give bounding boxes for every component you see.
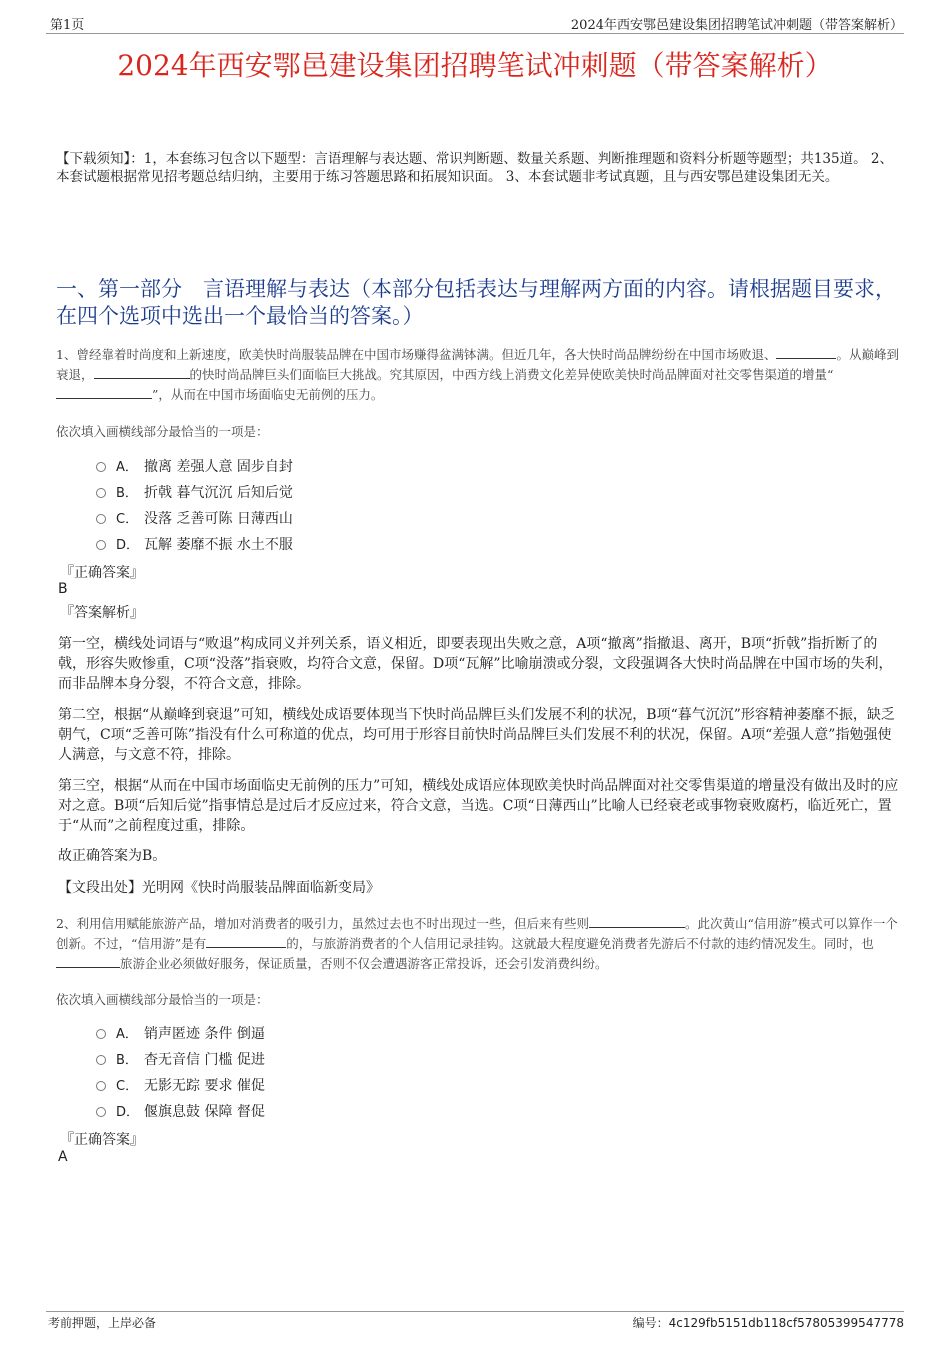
- question-1-prompt: 依次填入画横线部分最恰当的一项是：: [56, 424, 269, 439]
- fill-blank-1: [776, 346, 836, 359]
- option-text: 销声匿迹 条件 倒逼: [144, 1026, 265, 1042]
- option-text: 撤离 差强人意 固步自封: [144, 459, 293, 475]
- question-2-text-4: 旅游企业必须做好服务，保证质量，否则不仅会遭遇游客正常投诉，还会引发消费纠纷。: [120, 956, 608, 971]
- fill-blank-2: [94, 366, 190, 379]
- question-1-option-a[interactable]: [96, 456, 293, 476]
- option-key: A．: [116, 1027, 138, 1042]
- option-text: 杳无音信 门槛 促进: [144, 1052, 265, 1068]
- header-page-number: 第1页: [50, 18, 85, 33]
- question-1-text-3: 的快时尚品牌巨头们面临巨大挑战。究其原因，中西方线上消费文化差异使欧美快时尚品牌面对社交零售渠道的增量“: [189, 367, 834, 382]
- footer-slogan: 考前押题，上岸必备: [48, 1316, 157, 1330]
- option-key: A．: [116, 460, 138, 475]
- download-notice: 【下载须知】：1，本套练习包含以下题型：言语理解与表达题、常识判断题、数量关系题、判断推理题和资料分析题等题型；共135道。 2、本套试题根据常见招考题总结归纳，主要用于练习答题思路和拓展知识面。 3、本套试题非考试真题，且与西安鄂邑建设集团无关。: [56, 151, 893, 185]
- question-1-answer: B: [58, 581, 68, 597]
- header-divider: [46, 33, 904, 34]
- footer-code: 4c129fb5151db118cf57805399547778: [668, 1316, 904, 1330]
- radio-icon[interactable]: [96, 1055, 106, 1065]
- question-1-analysis-2: 第二空，根据“从巅峰到衰退”可知，横线处成语要体现当下快时尚品牌巨头们发展不利的状况，B项“暮气沉沉”形容精神萎靡不振，缺乏朝气，C项“乏善可陈”指没有什么可称道的优点，均可用于形容目前快时尚品牌巨头们发展不利的状况，保留。A项“差强人意”指勉强使人满意，与文意不符，排除。: [58, 707, 895, 763]
- option-text: 折戟 暮气沉沉 后知后觉: [144, 485, 293, 501]
- question-1-text-2: 。从巅峰到衰退，: [56, 347, 899, 382]
- question-1-analysis-label: 『答案解析』: [60, 605, 144, 621]
- radio-icon[interactable]: [96, 462, 106, 472]
- question-2-answer-label: 『正确答案』: [60, 1132, 144, 1148]
- radio-icon[interactable]: [96, 1029, 106, 1039]
- question-2-text-2: 。此次黄山“信用游”模式可以算作一个创新。不过，“信用游”是有: [56, 916, 898, 951]
- fill-blank-2: [206, 935, 286, 948]
- option-text: 偃旗息鼓 保障 督促: [144, 1104, 265, 1120]
- question-1-option-c[interactable]: [96, 508, 293, 528]
- header-doc-title: 2024年西安鄂邑建设集团招聘笔试冲刺题（带答案解析）: [570, 18, 903, 33]
- option-key: D．: [116, 1105, 140, 1120]
- option-text: 无影无踪 要求 催促: [144, 1078, 265, 1094]
- page-title: 2024年西安鄂邑建设集团招聘笔试冲刺题（带答案解析）: [117, 49, 833, 82]
- question-1-text-4: ”，从而在中国市场面临史无前例的压力。: [152, 387, 384, 402]
- option-key: C．: [116, 512, 139, 527]
- question-1-source: 【文段出处】光明网《快时尚服装品牌面临新变局》: [58, 880, 380, 896]
- radio-icon[interactable]: [96, 514, 106, 524]
- option-text: 没落 乏善可陈 日薄西山: [144, 511, 293, 527]
- radio-icon[interactable]: [96, 1081, 106, 1091]
- question-1-conclusion: 故正确答案为B。: [58, 848, 167, 864]
- question-1-text-1: 1、曾经靠着时尚度和上新速度，欧美快时尚服装品牌在中国市场赚得盆满钵满。但近几年，各大快时尚品牌纷纷在中国市场败退、: [56, 347, 777, 362]
- question-2-answer: A: [58, 1149, 68, 1165]
- question-2-option-d[interactable]: [96, 1101, 265, 1121]
- footer-document-id: [633, 1314, 904, 1331]
- question-1-analysis-3: 第三空，根据“从而在中国市场面临史无前例的压力”可知，横线处成语应体现欧美快时尚品牌面对社交零售渠道的增量没有做出及时的应对之意。B项“后知后觉”指事情总是过后才反应过来，符合文意，当选。C项“日薄西山”比喻人已经衰老或事物衰败腐朽，临近死亡，置于“从而”之前程度过重，排除。: [58, 778, 899, 834]
- question-2-stem: [56, 914, 902, 974]
- question-2-text-3: 的，与旅游消费者的个人信用记录挂钩。这就最大程度避免消费者先游后不付款的违约情况发生。同时，也: [286, 936, 874, 951]
- question-1-option-b[interactable]: [96, 482, 293, 502]
- question-2-prompt: 依次填入画横线部分最恰当的一项是：: [56, 992, 269, 1007]
- fill-blank-3: [56, 955, 120, 968]
- question-2-option-c[interactable]: [96, 1075, 265, 1095]
- question-2-text-1: 2、利用信用赋能旅游产品，增加对消费者的吸引力，虽然过去也不时出现过一些，但后来有些则: [56, 916, 589, 931]
- radio-icon[interactable]: [96, 488, 106, 498]
- question-1-option-d[interactable]: [96, 534, 293, 554]
- option-key: D．: [116, 538, 140, 553]
- question-2-option-a[interactable]: [96, 1023, 265, 1043]
- footer-code-label: 编号：: [632, 1316, 669, 1330]
- question-1-analysis-1: 第一空，横线处词语与“败退”构成同义并列关系，语义相近，即要表现出失败之意，A项“撤离”指撤退、离开，B项“折戟”指折断了的戟，形容失败惨重，C项“没落”指衰败，均符合文意，保留。D项“瓦解”比喻崩溃或分裂，文段强调各大快时尚品牌在中国市场的失利，而非品牌本身分裂，不符合文意，排除。: [58, 636, 893, 692]
- question-1-answer-label: 『正确答案』: [60, 565, 144, 581]
- question-2-option-b[interactable]: [96, 1049, 265, 1069]
- fill-blank-1: [589, 915, 685, 928]
- question-1-stem: [56, 345, 902, 405]
- option-key: B．: [116, 486, 138, 501]
- option-key: C．: [116, 1079, 139, 1094]
- footer-divider: [46, 1311, 904, 1312]
- option-text: 瓦解 萎靡不振 水土不服: [144, 537, 293, 553]
- radio-icon[interactable]: [96, 1107, 106, 1117]
- radio-icon[interactable]: [96, 540, 106, 550]
- option-key: B．: [116, 1053, 138, 1068]
- fill-blank-3: [56, 386, 152, 399]
- section-heading: 一、第一部分 言语理解与表达（本部分包括表达与理解两方面的内容。请根据题目要求，在四个选项中选出一个最恰当的答案。）: [56, 277, 896, 328]
